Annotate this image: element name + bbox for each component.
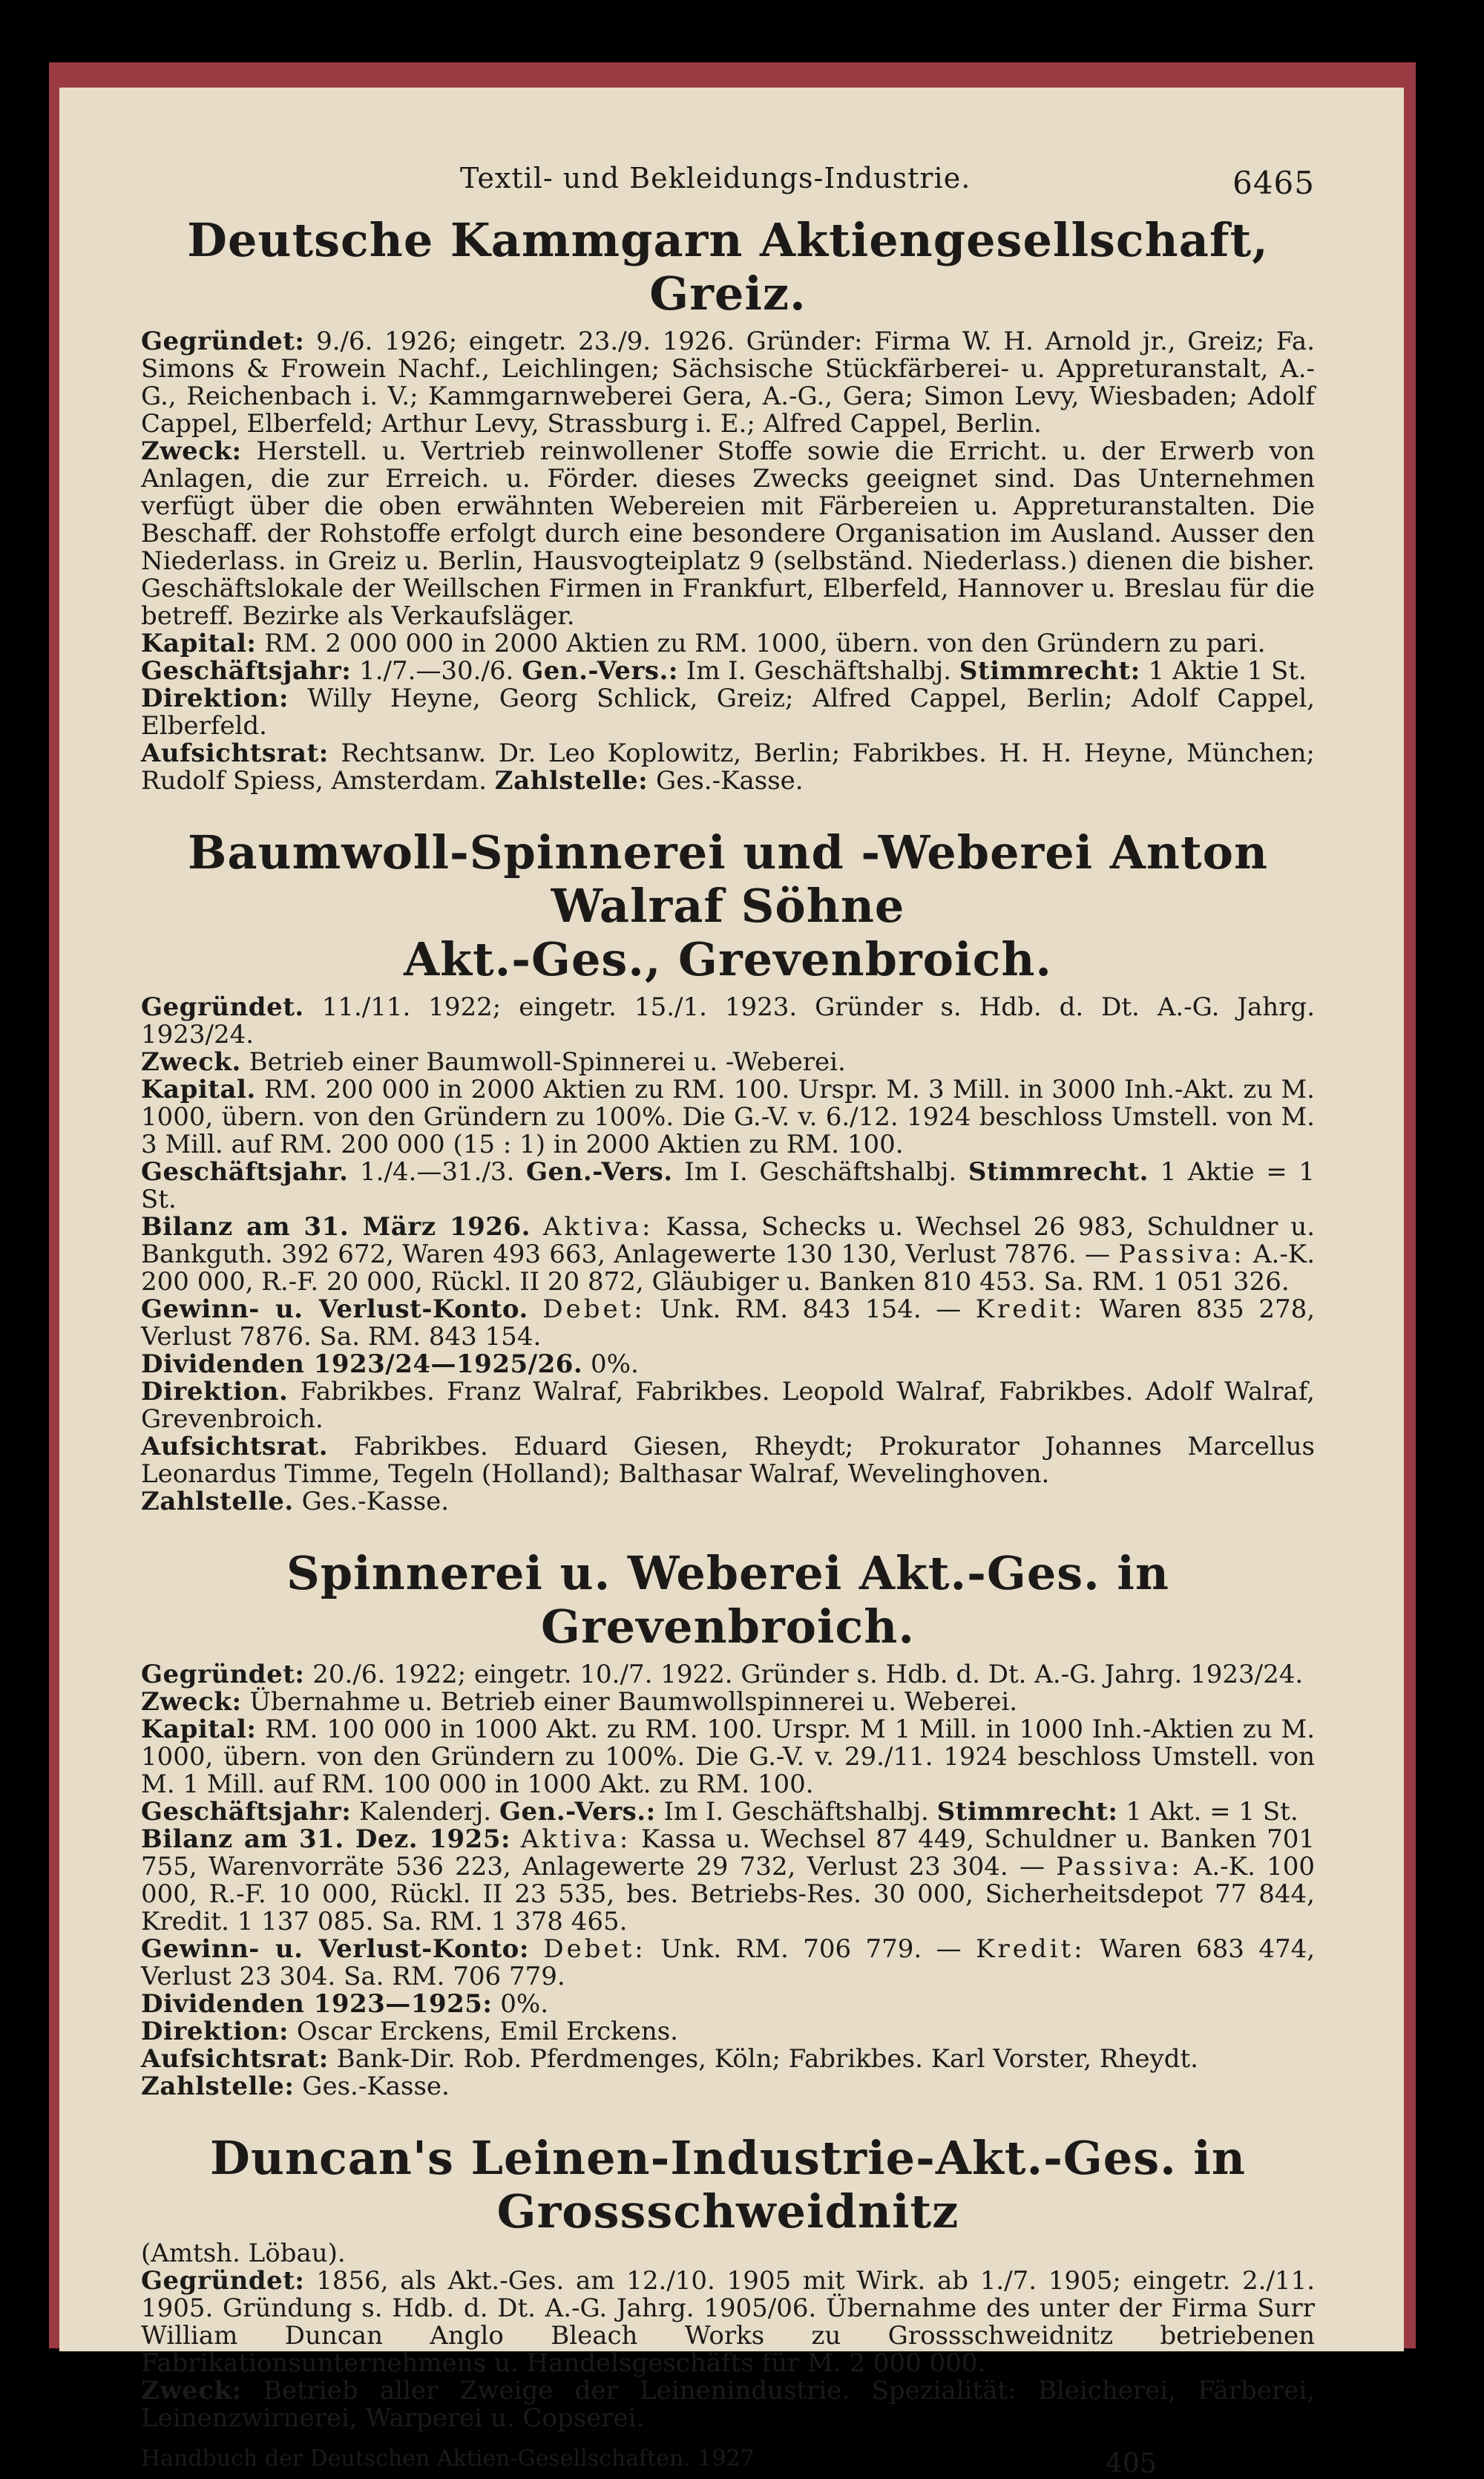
bilanz-label: Bilanz am 31. Dez. 1925: xyxy=(141,1824,511,1854)
dividenden-paragraph xyxy=(141,1991,1315,2018)
company-entry-duncan xyxy=(141,2132,1315,2432)
zahlstelle-label: Zahlstelle. xyxy=(141,1487,294,1516)
dividenden-text: 0%. xyxy=(500,1989,549,2019)
direktion-text: Willy Heyne, Georg Schlick, Greiz; Alfred Cappel, Berlin; Adolf Cappel, Elberfeld. xyxy=(141,684,1315,741)
geschaeftsjahr-text: 1./7.—30./6. xyxy=(359,656,514,686)
geschaeftsjahr-text: Kalenderj. xyxy=(359,1797,492,1827)
kapital-label: Kapital: xyxy=(141,629,257,658)
gegruendet-text: 1856, als Akt.-Ges. am 12./10. 1905 mit Wirk. ab 1./7. 1905; eingetr. 2./11. 1905. Gründung s. Hdb. d. Dt. A.-G. Jahrg. 1905/06. Übernahme des unter der Firma Surr William Duncan Anglo Bleach Works zu Grossschweidnitz betriebenen Fabrikationsunternehmens u. Handelsgeschäfts für M. 2 000 000. xyxy=(141,2266,1316,2378)
debet-text: Unk. RM. 843 154. — xyxy=(660,1294,962,1324)
gegruendet-label: Gegründet: xyxy=(141,2266,305,2296)
geschaeftsjahr-paragraph xyxy=(141,1798,1315,1826)
company-title: Duncan's Leinen-Industrie-Akt.-Ges. in Grossschweidnitz xyxy=(210,2131,1246,2239)
gegruendet-label: Gegründet: xyxy=(141,1660,305,1689)
aufsichtsrat-text: Bank-Dir. Rob. Pferdmenges, Köln; Fabrikbes. Karl Vorster, Rheydt. xyxy=(336,2044,1198,2074)
zahlstelle-text: Ges.-Kasse. xyxy=(301,1487,450,1516)
company-title-line2: Akt.-Ges., Grevenbroich. xyxy=(403,932,1053,986)
aufsichtsrat-label: Aufsichtsrat: xyxy=(141,2044,329,2074)
zahlstelle-label: Zahlstelle: xyxy=(141,2072,295,2101)
stimmrecht-text: 1 Aktie = 1 St. xyxy=(141,1157,1316,1214)
kapital-text: RM. 2 000 000 in 2000 Aktien zu RM. 1000, übern. von den Gründern zu pari. xyxy=(264,629,1266,658)
stimmrecht-label: Stimmrecht: xyxy=(959,656,1140,686)
zahlstelle-text: Ges.-Kasse. xyxy=(302,2072,450,2101)
kredit-label: Kredit: xyxy=(975,1294,1086,1324)
kapital-label: Kapital. xyxy=(141,1075,256,1104)
aufsichtsrat-paragraph xyxy=(141,1433,1315,1488)
stimmrecht-text: 1 Akt. = 1 St. xyxy=(1126,1797,1298,1827)
debet-text: Unk. RM. 706 779. — xyxy=(660,1934,962,1964)
dividenden-label: Dividenden 1923—1925: xyxy=(141,1989,493,2019)
passiva-text: A.-K. 100 000, R.-F. 10 000, Rückl. II 23 535, bes. Betriebs-Res. 30 000, Sicherheitsdepot 77 844, Kredit. 1 137 085. Sa. RM. 1 378 465. xyxy=(141,1852,1316,1936)
zweck-paragraph xyxy=(141,1049,1315,1076)
aufsichtsrat-label: Aufsichtsrat: xyxy=(141,739,329,768)
gegruendet-text: 11./11. 1922; eingetr. 15./1. 1923. Gründer s. Hdb. d. Dt. A.-G. Jahrg. 1923/24. xyxy=(141,992,1316,1049)
zahlstelle-label: Zahlstelle: xyxy=(494,766,649,796)
kapital-paragraph xyxy=(141,1076,1315,1159)
running-head xyxy=(141,154,1315,206)
gegruendet-paragraph xyxy=(141,1661,1315,1689)
running-head-title: Textil- und Bekleidungs-Industrie. xyxy=(460,162,971,194)
bilanz-paragraph xyxy=(141,1214,1315,1296)
bilanz-label: Bilanz am 31. März 1926. xyxy=(141,1212,531,1242)
dividenden-label: Dividenden 1923/24—1925/26. xyxy=(141,1349,583,1379)
geschaeftsjahr-text: 1./4.—31./3. xyxy=(360,1157,515,1187)
kapital-paragraph xyxy=(141,630,1315,658)
direktion-paragraph xyxy=(141,685,1315,740)
dividenden-text: 0%. xyxy=(591,1349,639,1379)
company-title: Spinnerei u. Weberei Akt.-Ges. in Grevenbroich. xyxy=(286,1546,1169,1654)
direktion-label: Direktion: xyxy=(141,2017,289,2046)
company-entry-deutsche-kammgarn xyxy=(141,214,1315,795)
kapital-text: RM. 100 000 in 1000 Akt. zu RM. 100. Urspr. M 1 Mill. in 1000 Inh.-Aktien zu M. 1000, übern. von den Gründern zu 100%. Die G.-V. v. 29./11. 1924 beschloss Umstell. von M. 1 Mill. auf RM. 100 000 in 1000 Akt. zu RM. 100. xyxy=(141,1715,1315,1799)
company-entry-spinnerei-grevenbroich xyxy=(141,1547,1315,2100)
zweck-paragraph xyxy=(141,2377,1315,2432)
aktiva-label: Aktiva: xyxy=(542,1212,654,1242)
aufsichtsrat-paragraph xyxy=(141,740,1315,795)
kredit-text: Waren 683 474, Verlust 23 304. Sa. RM. 706 779. xyxy=(141,1934,1316,1991)
genvers-text: Im I. Geschäftshalbj. xyxy=(686,656,952,686)
company-subtitle: (Amtsh. Löbau). xyxy=(141,2239,346,2268)
zweck-text: Betrieb einer Baumwoll-Spinnerei u. -Weberei. xyxy=(249,1047,846,1077)
passiva-text: A.-K. 200 000, R.-F. 20 000, Rückl. II 20 872, Gläubiger u. Banken 810 453. Sa. RM. 1 051 326. xyxy=(141,1240,1316,1297)
footer-publication: Handbuch der Deutschen Aktien-Gesellschaften. 1927 xyxy=(141,2446,755,2472)
direktion-text: Fabrikbes. Franz Walraf, Fabrikbes. Leopold Walraf, Fabrikbes. Adolf Walraf, Grevenbroich. xyxy=(141,1377,1315,1434)
kredit-label: Kredit: xyxy=(976,1934,1086,1964)
geschaeftsjahr-label: Geschäftsjahr. xyxy=(141,1157,349,1187)
direktion-label: Direktion: xyxy=(141,684,289,713)
genvers-text: Im I. Geschäftshalbj. xyxy=(663,1797,929,1827)
genvers-label: Gen.-Vers. xyxy=(525,1157,673,1187)
company-title: Deutsche Kammgarn Aktiengesellschaft, Greiz. xyxy=(187,213,1269,321)
stimmrecht-label: Stimmrecht. xyxy=(968,1157,1149,1187)
geschaeftsjahr-label: Geschäftsjahr: xyxy=(141,656,352,686)
guv-paragraph xyxy=(141,1296,1315,1351)
company-title xyxy=(141,826,1315,986)
geschaeftsjahr-paragraph xyxy=(141,1159,1315,1214)
geschaeftsjahr-paragraph xyxy=(141,658,1315,685)
footer-page-number: 405 xyxy=(1106,2449,1157,2479)
zahlstelle-paragraph xyxy=(141,2073,1315,2100)
zweck-label: Zweck: xyxy=(141,1687,242,1717)
zweck-label: Zweck. xyxy=(141,1047,241,1077)
dividenden-paragraph xyxy=(141,1351,1315,1378)
aktiva-text: Kassa u. Wechsel 87 449, Schuldner u. Banken 701 755, Warenvorräte 536 223, Anlagewerte 29 732, Verlust 23 304. — xyxy=(141,1824,1315,1882)
zahlstelle-text: Ges.-Kasse. xyxy=(656,766,804,796)
aufsichtsrat-paragraph xyxy=(141,2046,1315,2073)
aktiva-text: Kassa, Schecks u. Wechsel 26 983, Schuldner u. Bankguth. 392 672, Waren 493 663, Anlagewerte 130 130, Verlust 7876. — xyxy=(141,1212,1316,1269)
zweck-paragraph xyxy=(141,1689,1315,1716)
passiva-label: Passiva: xyxy=(1118,1240,1245,1269)
direktion-paragraph xyxy=(141,2018,1315,2046)
gegruendet-text: 9./6. 1926; eingetr. 23./9. 1926. Gründer: Firma W. H. Arnold jr., Greiz; Fa. Simons & Frowein Nachf., Leichlingen; Sächsische Stückfärberei- u. Appreturanstalt, A.-G., Reichenbach i. V.; Kammgarnweberei Gera, A.-G., Gera; Simon Levy, Wiesbaden; Adolf Cappel, Elberfeld; Arthur Levy, Strassburg i. E.; Alfred Cappel, Berlin. xyxy=(141,327,1316,439)
zweck-text: Betrieb aller Zweige der Leinenindustrie. Spezialität: Bleicherei, Färberei, Leinenzwirnerei, Warperei u. Copserei. xyxy=(141,2376,1315,2433)
aufsichtsrat-text: Rechtsanw. Dr. Leo Koplowitz, Berlin; Fabrikbes. H. H. Heyne, München; Rudolf Spiess, Amsterdam. xyxy=(141,739,1316,796)
kapital-paragraph xyxy=(141,1716,1315,1798)
zahlstelle-paragraph xyxy=(141,1488,1315,1516)
geschaeftsjahr-label: Geschäftsjahr: xyxy=(141,1797,352,1827)
guv-paragraph xyxy=(141,1936,1315,1991)
genvers-label: Gen.-Vers.: xyxy=(522,656,678,686)
page-number: 6465 xyxy=(1232,165,1315,201)
direktion-label: Direktion. xyxy=(141,1377,289,1406)
stimmrecht-label: Stimmrecht: xyxy=(936,1797,1118,1827)
gegruendet-label: Gegründet: xyxy=(141,327,305,356)
direktion-paragraph xyxy=(141,1378,1315,1433)
kapital-text: RM. 200 000 in 2000 Aktien zu RM. 100. Urspr. M. 3 Mill. in 3000 Inh.-Akt. zu M. 1000, übern. von den Gründern zu 100%. Die G.-V. v. 6./12. 1924 beschloss Umstell. von M. 3 Mill. auf RM. 200 000 (15 : 1) in 2000 Aktien zu RM. 100. xyxy=(141,1075,1315,1159)
document-page xyxy=(59,88,1404,2479)
zweck-label: Zweck: xyxy=(141,436,242,466)
zweck-text: Übernahme u. Betrieb einer Baumwollspinnerei u. Weberei. xyxy=(249,1687,1018,1717)
aufsichtsrat-label: Aufsichtsrat. xyxy=(141,1432,329,1461)
debet-label: Debet: xyxy=(543,1934,646,1964)
company-title-line1: Baumwoll-Spinnerei und -Weberei Anton Walraf Söhne xyxy=(187,825,1269,933)
gegruendet-text: 20./6. 1922; eingetr. 10./7. 1922. Gründer s. Hdb. d. Dt. A.-G. Jahrg. 1923/24. xyxy=(312,1660,1304,1689)
passiva-label: Passiva: xyxy=(1056,1852,1183,1882)
bilanz-paragraph xyxy=(141,1826,1315,1936)
gegruendet-paragraph xyxy=(141,994,1315,1049)
kredit-text: Waren 835 278, Verlust 7876. Sa. RM. 843 154. xyxy=(141,1294,1316,1352)
aufsichtsrat-text: Fabrikbes. Eduard Giesen, Rheydt; Prokurator Johannes Marcellus Leonardus Timme, Tegeln (Holland); Balthasar Walraf, Wevelinghoven. xyxy=(141,1432,1315,1489)
gegruendet-paragraph xyxy=(141,328,1315,438)
debet-label: Debet: xyxy=(542,1294,646,1324)
genvers-label: Gen.-Vers.: xyxy=(499,1797,656,1827)
genvers-text: Im I. Geschäftshalbj. xyxy=(684,1157,957,1187)
stimmrecht-text: 1 Aktie 1 St. xyxy=(1148,656,1307,686)
guv-label: Gewinn- u. Verlust-Konto. xyxy=(141,1294,528,1324)
guv-label: Gewinn- u. Verlust-Konto: xyxy=(141,1934,529,1964)
direktion-text: Oscar Erckens, Emil Erckens. xyxy=(296,2017,678,2046)
gegruendet-label: Gegründet. xyxy=(141,992,304,1022)
page-footer xyxy=(141,2446,1315,2478)
company-entry-walraf xyxy=(141,826,1315,1516)
gegruendet-paragraph xyxy=(141,2267,1315,2377)
kapital-label: Kapital: xyxy=(141,1715,257,1744)
zweck-label: Zweck: xyxy=(141,2376,242,2406)
zweck-paragraph xyxy=(141,438,1315,630)
aktiva-label: Aktiva: xyxy=(520,1824,631,1854)
zweck-text: Herstell. u. Vertrieb reinwollener Stoffe sowie die Erricht. u. der Erwerb von Anlagen, die zur Erreich. u. Förder. dieses Zwecks geeignet sind. Das Unternehmen verfügt über die oben erwähnten Webereien mit Färbereien u. Appreturanstalten. Die Beschaff. der Rohstoffe erfolgt durch eine besondere Organisation im Ausland. Ausser den Niederlass. in Greiz u. Berlin, Hausvogteiplatz 9 (selbständ. Niederlass.) dienen die bisher. Geschäftslokale der Weillschen Firmen in Frankfurt, Elberfeld, Hannover u. Breslau für die betreff. Bezirke als Verkaufsläger. xyxy=(141,436,1316,631)
